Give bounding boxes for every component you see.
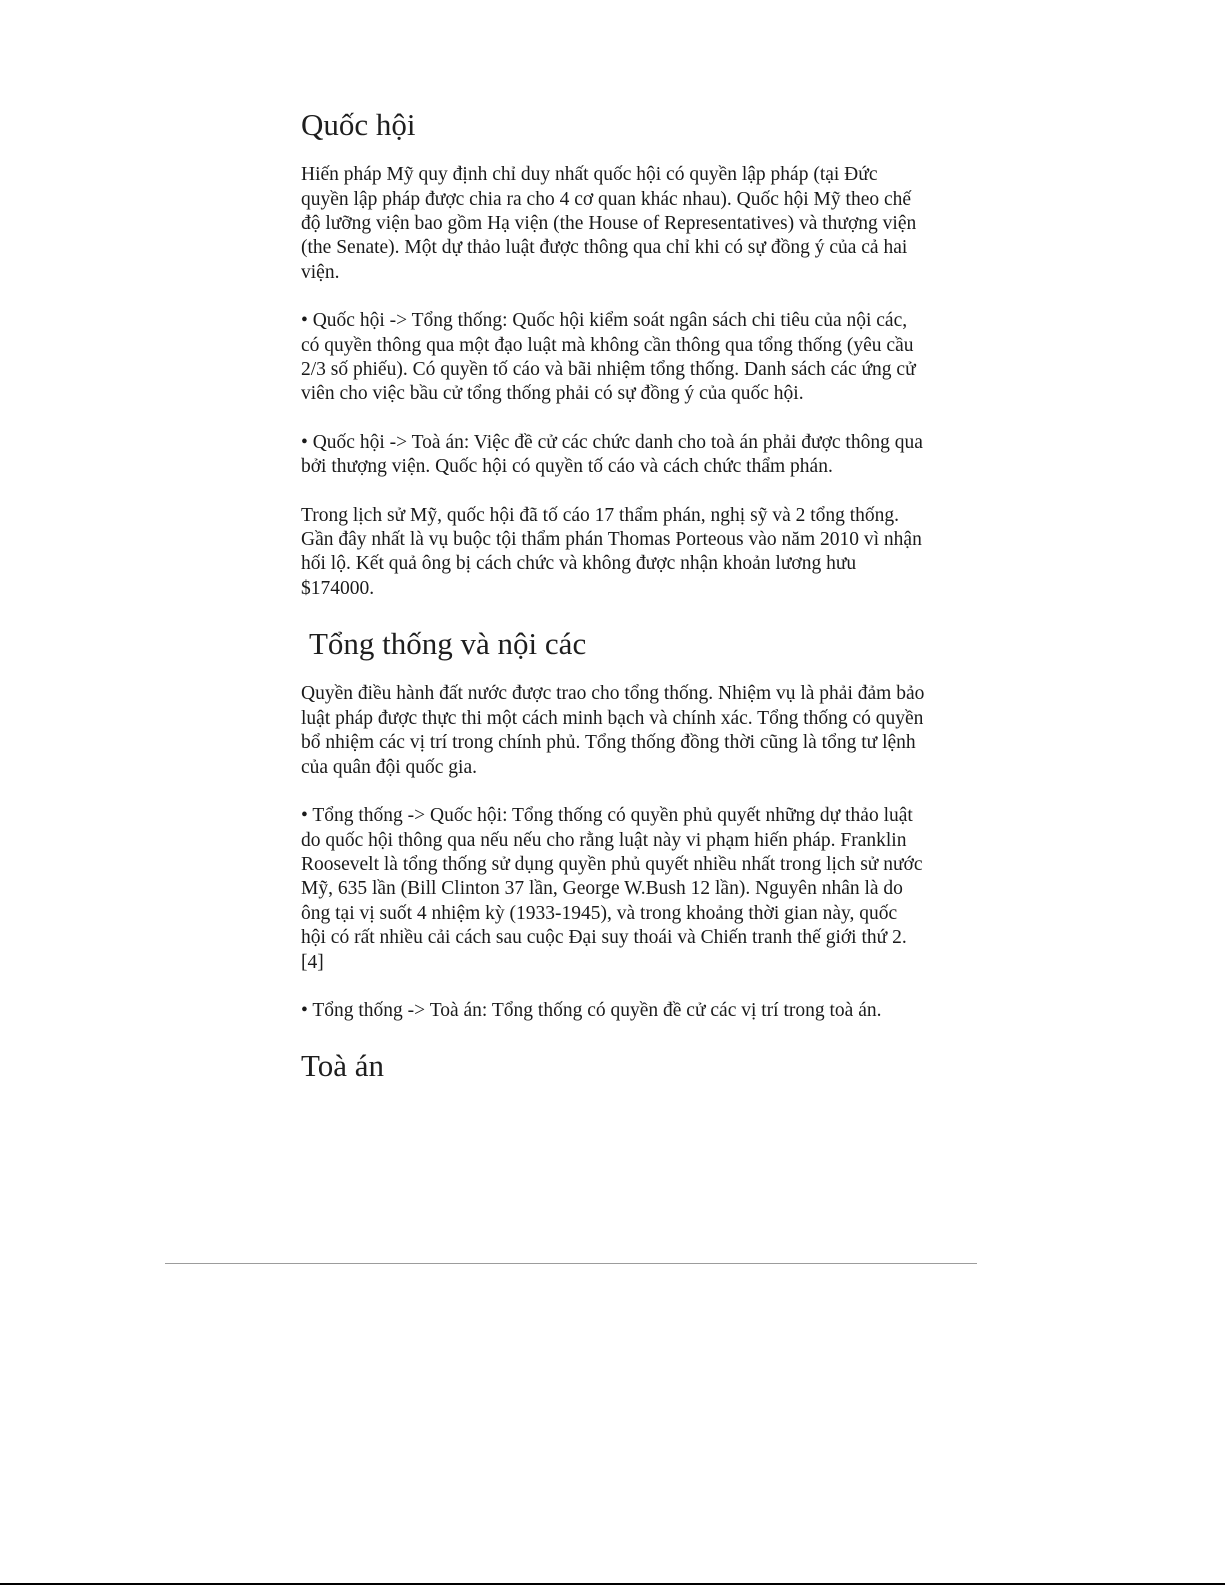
paragraph: • Quốc hội -> Tổng thống: Quốc hội kiểm soát ngân sách chi tiêu của nội các, có quyền thông qua một đạo luật mà không cần thông qua tổng thống (yêu cầu 2/3 số phiếu). Có quyền tố cáo và bãi nhiệm tổng thống. Danh sách các ứng cử viên cho việc bầu cử tổng thống phải có sự đồng ý của quốc hội.: [301, 310, 916, 405]
heading-tong-thong: Tổng thống và nội các: [309, 626, 587, 662]
paragraph: • Quốc hội -> Toà án: Việc đề cử các chức danh cho toà án phải được thông qua bởi thượng viện. Quốc hội có quyền tố cáo và cách chức thẩm phán.: [301, 431, 923, 478]
heading-toa-an: Toà án: [301, 1048, 385, 1084]
document-body: [301, 106, 926, 1105]
paragraph: Trong lịch sử Mỹ, quốc hội đã tố cáo 17 thẩm phán, nghị sỹ và 2 tổng thống. Gần đây nhất là vụ buộc tội thẩm phán Thomas Porteous vào năm 2010 vì nhận hối lộ. Kết quả ông bị cách chức và không được nhận khoản lương hưu $174000.: [301, 504, 922, 599]
paragraph: • Tổng thống -> Quốc hội: Tổng thống có quyền phủ quyết những dự thảo luật do quốc hội thông qua nếu nếu cho rằng luật này vi phạm hiến pháp. Franklin Roosevelt là tổng thống sử dụng quyền phủ quyết nhiều nhất trong lịch sử nước Mỹ, 635 lần (Bill Clinton 37 lần, George W.Bush 12 lần). Nguyên nhân là do ông tại vị suốt 4 nhiệm kỳ (1933-1945), và trong khoảng thời gian này, quốc hội có rất nhiều cải cách sau cuộc Đại suy thoái và Chiến tranh thế giới thứ 2. [4]: [301, 805, 923, 973]
paragraph: Quyền điều hành đất nước được trao cho tổng thống. Nhiệm vụ là phải đảm bảo luật pháp được thực thi một cách minh bạch và chính xác. Tổng thống có quyền bổ nhiệm các vị trí trong chính phủ. Tổng thống đồng thời cũng là tổng tư lệnh của quân đội quốc gia.: [301, 683, 925, 778]
heading-quoc-hoi: Quốc hội: [301, 107, 416, 142]
page-divider: [165, 1263, 977, 1264]
paragraph: Hiến pháp Mỹ quy định chỉ duy nhất quốc hội có quyền lập pháp (tại Đức quyền lập pháp được chia ra cho 4 cơ quan khác nhau). Quốc hội Mỹ theo chế độ lưỡng viện bao gồm Hạ viện (the House of Representatives) và thượng viện (the Senate). Một dự thảo luật được thông qua chỉ khi có sự đồng ý của cả hai viện.: [301, 164, 917, 283]
paragraph: • Tổng thống -> Toà án: Tổng thống có quyền đề cử các vị trí trong toà án.: [301, 999, 882, 1021]
